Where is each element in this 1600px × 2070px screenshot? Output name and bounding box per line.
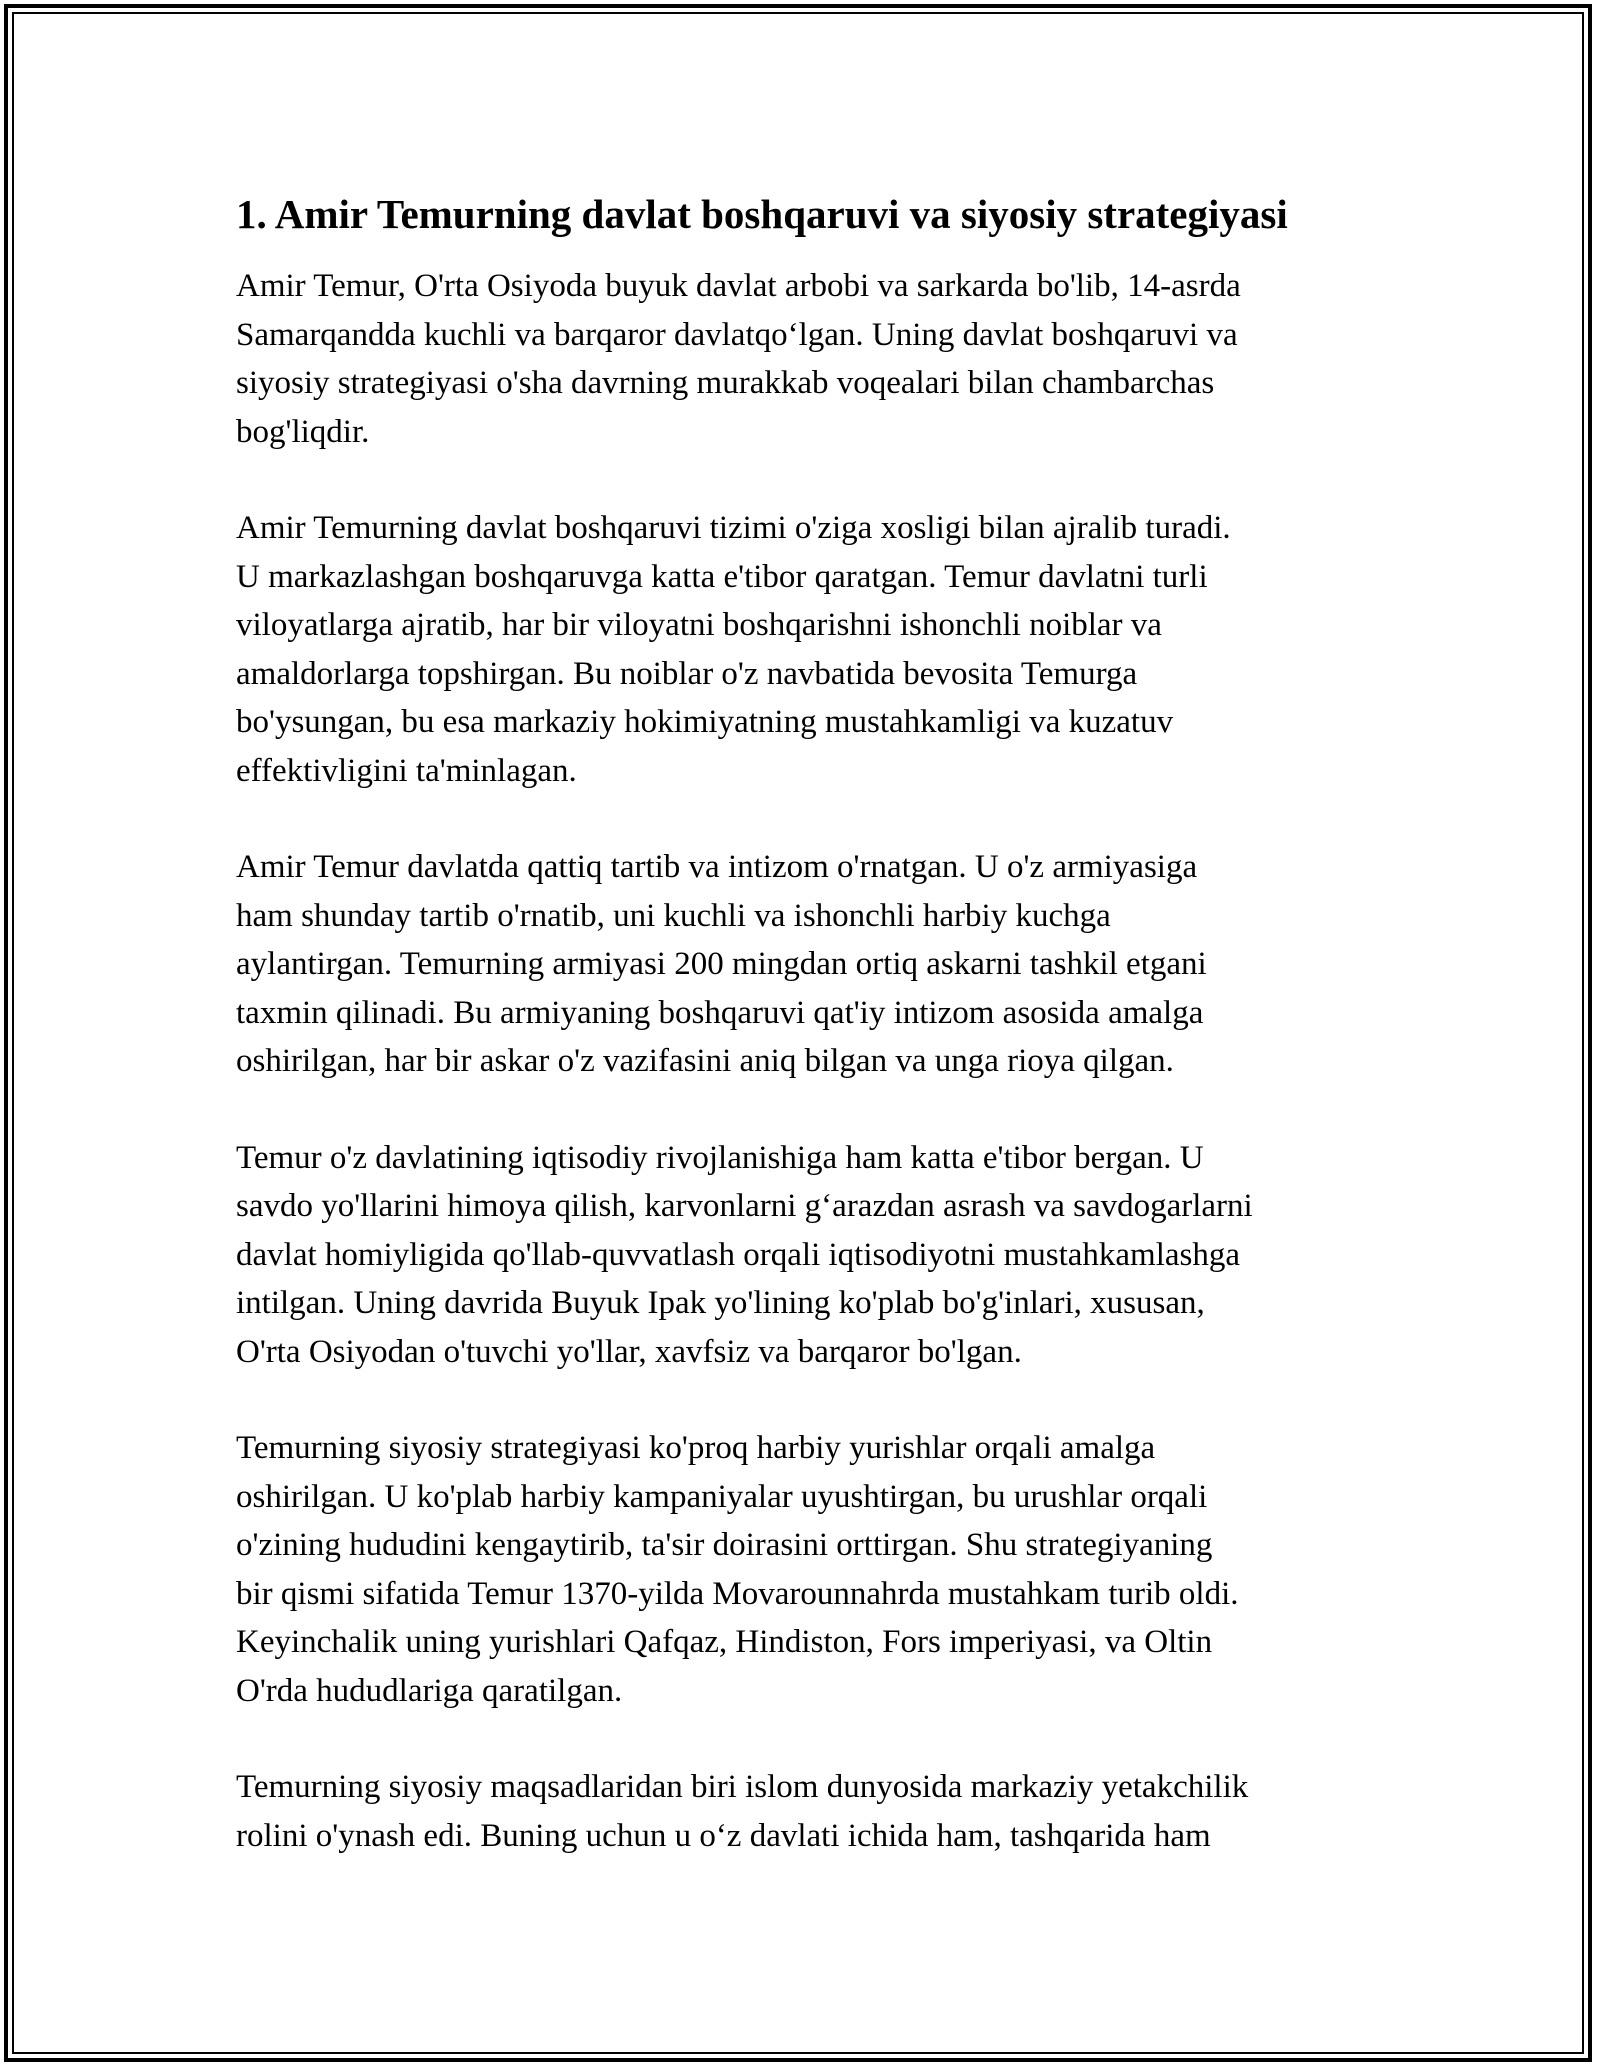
paragraph-line: Amir Temurning davlat boshqaruvi tizimi o'ziga xosligi bilan ajralib turadi. — [236, 510, 1231, 546]
document-body — [236, 188, 1376, 1908]
paragraph — [236, 1424, 1376, 1715]
paragraph-line: o'zining hududini kengaytirib, ta'sir doirasini orttirgan. Shu strategiyaning — [236, 1527, 1213, 1563]
paragraph-line: bir qismi sifatida Temur 1370-yilda Movarounnahrda mustahkam turib oldi. — [236, 1575, 1239, 1612]
paragraph-line: O'rda hududlariga qaratilgan. — [236, 1672, 623, 1709]
paragraph — [236, 1134, 1376, 1377]
paragraph-line: taxmin qilinadi. Bu armiyaning boshqaruvi qat'iy intizom asosida amalga — [236, 994, 1204, 1031]
paragraph-line: Temurning siyosiy strategiyasi ko'proq harbiy yurishlar orqali amalga — [236, 1430, 1156, 1466]
paragraphs-container — [236, 262, 1376, 1860]
document-title: 1. Amir Temurning davlat boshqaruvi va siyosiy strategiyasi — [236, 191, 1288, 237]
paragraph-line: oshirilgan. U ko'plab harbiy kampaniyalar uyushtirgan, bu urushlar orqali — [236, 1478, 1208, 1515]
paragraph-line: rolini o'ynash edi. Buning uchun u o‘z davlati ichida ham, tashqarida ham — [236, 1817, 1211, 1854]
paragraph — [236, 262, 1376, 456]
paragraph-line: Samarqandda kuchli va barqaror davlatqo‘lgan. Uning davlat boshqaruvi va — [236, 316, 1238, 353]
paragraph-line: davlat homiyligida qo'llab-quvvatlash orqali iqtisodiyotni mustahkamlashga — [236, 1236, 1241, 1273]
paragraph-line: intilgan. Uning davrida Buyuk Ipak yo'lining ko'plab bo'g'inlari, xususan, — [236, 1285, 1205, 1321]
paragraph-line: Amir Temur davlatda qattiq tartib va intizom o'rnatgan. U o'z armiyasiga — [236, 849, 1198, 885]
paragraph-line: Amir Temur, O'rta Osiyoda buyuk davlat arbobi va sarkarda bo'lib, 14-asrda — [236, 268, 1241, 304]
paragraph-line: Temur o'z davlatining iqtisodiy rivojlanishiga ham katta e'tibor bergan. U — [236, 1139, 1204, 1176]
paragraph-line: oshirilgan, har bir askar o'z vazifasini aniq bilgan va unga rioya qilgan. — [236, 1043, 1174, 1079]
paragraph-line: bog'liqdir. — [236, 413, 370, 450]
paragraph-line: effektivligini ta'minlagan. — [236, 752, 577, 789]
paragraph-line: viloyatlarga ajratib, har bir viloyatni boshqarishni ishonchli noiblar va — [236, 607, 1162, 643]
paragraph-line: Keyinchalik uning yurishlari Qafqaz, Hindiston, Fors imperiyasi, va Oltin — [236, 1624, 1213, 1660]
paragraph — [236, 504, 1376, 795]
paragraph-line: U markazlashgan boshqaruvga katta e'tibor qaratgan. Temur davlatni turli — [236, 558, 1208, 595]
paragraph-line: savdo yo'llarini himoya qilish, karvonlarni g‘arazdan asrash va savdogarlarni — [236, 1188, 1253, 1224]
paragraph — [236, 843, 1376, 1086]
paragraph-line: Temurning siyosiy maqsadlaridan biri islom dunyosida markaziy yetakchilik — [236, 1769, 1249, 1805]
paragraph — [236, 1763, 1376, 1860]
paragraph-line: ham shunday tartib o'rnatib, uni kuchli va ishonchli harbiy kuchga — [236, 897, 1111, 934]
paragraph-line: siyosiy strategiyasi o'sha davrning murakkab voqealari bilan chambarchas — [236, 365, 1215, 401]
paragraph-line: bo'ysungan, bu esa markaziy hokimiyatning mustahkamligi va kuzatuv — [236, 704, 1174, 740]
paragraph-line: O'rta Osiyodan o'tuvchi yo'llar, xavfsiz va barqaror bo'lgan. — [236, 1333, 1022, 1370]
paragraph-line: amaldorlarga topshirgan. Bu noiblar o'z navbatida bevosita Temurga — [236, 655, 1138, 692]
paragraph-line: aylantirgan. Temurning armiyasi 200 mingdan ortiq askarni tashkil etgani — [236, 946, 1207, 982]
